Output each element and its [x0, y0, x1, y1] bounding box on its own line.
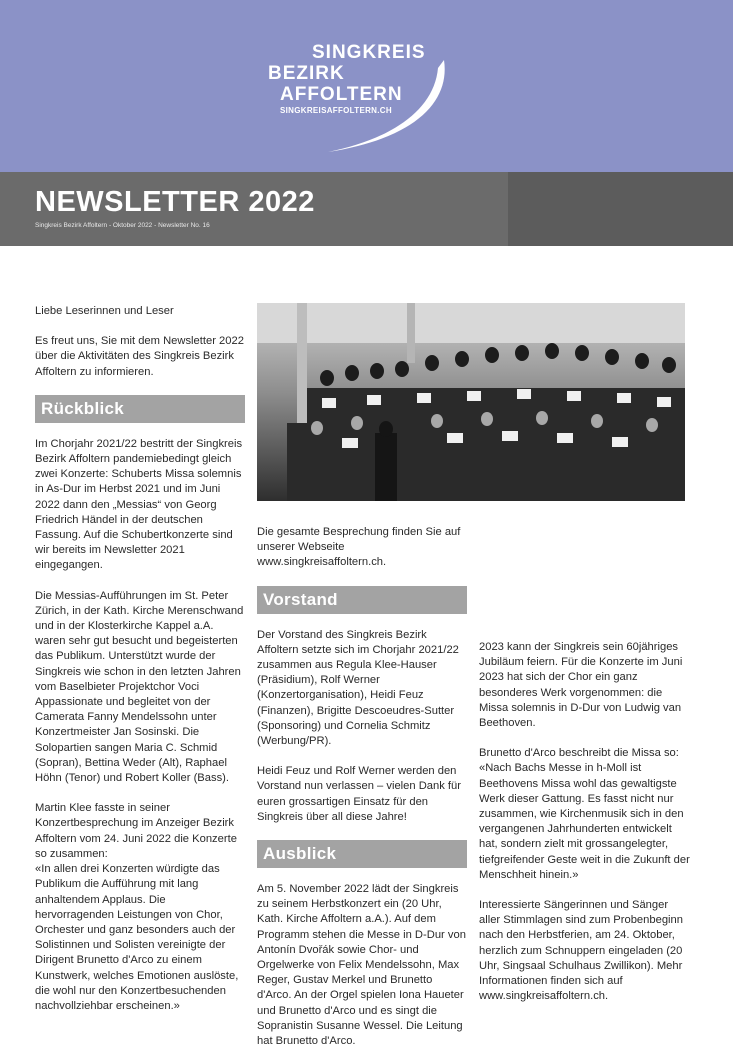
- ausblick-p1: Am 5. November 2022 lädt der Singkreis zu seinem Herbstkonzert ein (20 Uhr, Kath. Kirche Affoltern a.A.). Auf dem Programm stehen die Messe in D-Dur von Antonín Dvořák sowie Chor- und Orgelwerke von Felix Mendelssohn, Max Reger, Gustav Merkel und Brunetto d'Arco. An der Orgel spielen Iona Haueter und Brunetto d'Arco und es singt die Sopranistin Susanne Wessel. Die Leitung hat Brunetto d'Arco.: [257, 883, 466, 1048]
- rueckblick-p3: Martin Klee fasste in seiner Konzertbesprechung im Anzeiger Bezirk Affoltern vom 24. Juni 2022 die Konzerte so zusammen:: [35, 802, 237, 860]
- greeting: Liebe Leserinnen und Leser: [35, 305, 174, 317]
- logo-line-1: SINGKREIS: [312, 42, 426, 63]
- choir-photo-image: [257, 303, 685, 501]
- column-3: [479, 640, 691, 1019]
- section-heading-vorstand: Vorstand: [257, 586, 467, 614]
- newsletter-subtitle: Singkreis Bezirk Affoltern - Oktober 2022 - Newsletter No. 16: [35, 222, 210, 229]
- vorstand-p1: Der Vorstand des Singkreis Bezirk Affoltern setzte sich im Chorjahr 2021/22 zusammen aus Regula Klee-Hauser (Präsidium), Rolf Werner (Konzertorganisation), Heidi Feuz (Finanzen), Brigitte Descoeudres-Sutter (Sponsoring) und Cornelia Schmitz (Werbung/PR).: [257, 628, 459, 748]
- title-band-right: [508, 172, 733, 246]
- logo-url: SINGKREISAFFOLTERN.CH: [280, 106, 392, 115]
- column-1: [35, 304, 245, 1029]
- ausblick-p3: Brunetto d'Arco beschreibt die Missa so: «Nach Bachs Messe in h-Moll ist Beethovens Missa wohl das gewaltigste Werk dieser Gattung. Es fasst nicht nur zusammen, wie Kirchenmusik sich in den vergangenen Jahrhunderten entwickelt hat, sondern zielt mit grossangelegter, tiefgreifender Geste weit in die Zukunft der Menschheit hinein.»: [479, 747, 690, 881]
- ausblick-p2: 2023 kann der Singkreis sein 60jähriges Jubiläum feiern. Für die Konzerte im Juni 2023 hat sich der Chor ein ganz besonderes Werk vorgenommen: die Missa solemnis in D-Dur von Ludwig van Beethoven.: [479, 641, 683, 730]
- rueckblick-quote: «In allen drei Konzerten würdigte das Publikum die Aufführung mit lang anhaltendem Applaus. Die hervorragenden Leistungen von Chor, Orchester und ganz besonders auch der Solistinnen und Solisten vereinigte der Dirigent Brunetto d'Arco zu einem Kunstwerk, welches Emotionen auslöste, die wohl nur den Konzertbesuchenden nachvollziehbar erscheinen.»: [35, 863, 239, 1012]
- logo-line-3: AFFOLTERN: [280, 84, 403, 105]
- singkreis-logo: [268, 40, 448, 160]
- rueckblick-p1: Im Chorjahr 2021/22 bestritt der Singkreis Bezirk Affoltern pandemiebedingt gleich zwei Konzerte: Schuberts Missa solemnis in As-Dur im Herbst 2021 und im Juni 2022 dann den „Messias“ von Georg Friedrich Händel in der deutschen Fassung. Auf die Schubertkonzerte sind wir bereits im Newsletter 2021 eingegangen.: [35, 437, 243, 572]
- section-heading-rueckblick: Rückblick: [35, 395, 245, 423]
- column-2: [257, 525, 467, 1064]
- vorstand-p2: Heidi Feuz und Rolf Werner werden den Vorstand nun verlassen – vielen Dank für euren grossartigen Einsatz für den Singkreis über all diese Jahre!: [257, 765, 461, 823]
- rueckblick-more: Die gesamte Besprechung finden Sie auf unserer Webseite www.singkreisaffoltern.ch.: [257, 526, 461, 569]
- ausblick-p4: Interessierte Sängerinnen und Sänger aller Stimmlagen sind zum Probenbeginn nach den Herbstferien, am 24. Oktober, herzlich zum Schnuppern eingeladen (20 Uhr, Singsaal Schulhaus Zwillikon). Mehr Informationen finden sich auf www.singkreisaffoltern.ch.: [479, 899, 683, 1003]
- rueckblick-p2: Die Messias-Aufführungen im St. Peter Zürich, in der Kath. Kirche Merenschwand und in der Klosterkirche Kappel a.A. waren sehr gut besucht und begeisterten das Publikum. Unterstützt wurde der Singkreis wie schon in den letzten Jahren vom Baselbieter Projektchor Voci Appassionate und begleitet von der Camerata Fanny Mendelssohn unter Konzertmeister Jan Sosinski. Die Solopartien sangen Maria C. Schmid (Sopran), Bettina Weder (Alt), Raphael Höhn (Tenor) und Robert Koller (Bass).: [35, 589, 244, 785]
- logo-line-2: BEZIRK: [268, 63, 345, 84]
- intro-text: Es freut uns, Sie mit dem Newsletter 2022 über die Aktivitäten des Singkreis Bezirk Affoltern zu informieren.: [35, 335, 244, 378]
- newsletter-title: NEWSLETTER 2022: [35, 186, 315, 218]
- section-heading-ausblick: Ausblick: [257, 840, 467, 868]
- choir-photo: [257, 303, 685, 501]
